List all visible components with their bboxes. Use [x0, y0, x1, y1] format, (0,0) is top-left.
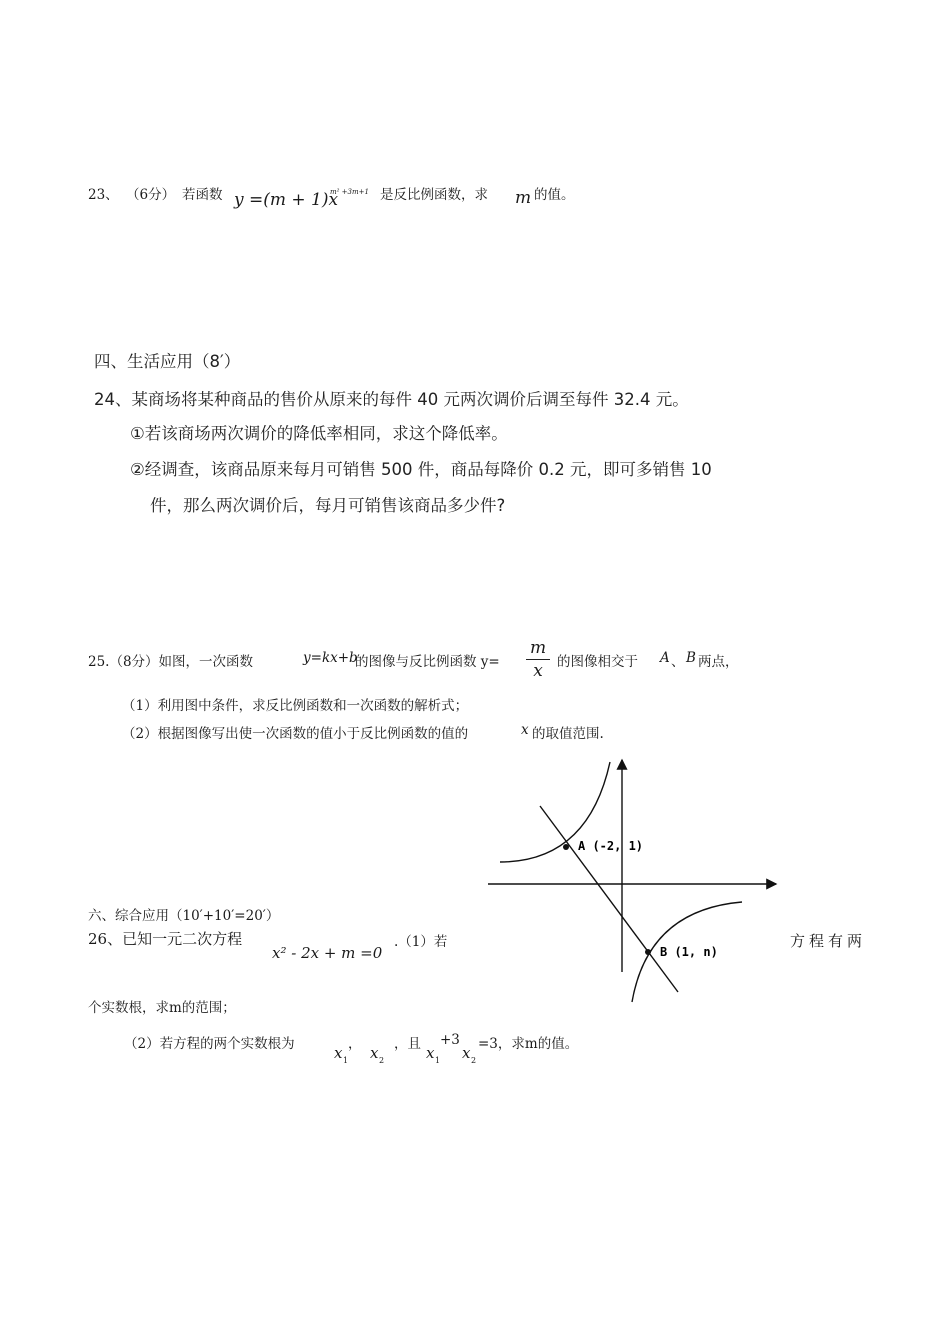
q23-mid: 是反比例函数，求	[380, 187, 488, 203]
q26-root-x1: x	[334, 1044, 343, 1062]
q26-cond-x2-subscript: 2	[471, 1056, 477, 1065]
section4-heading: 四、生活应用（8′）	[94, 352, 241, 371]
q23-number: 23、	[88, 187, 119, 203]
function-graph	[480, 750, 790, 1010]
q25-frac-denominator: x	[533, 661, 543, 681]
q26-line2: 个实数根，求m的范围；	[88, 1000, 236, 1016]
point-a-dot	[563, 844, 569, 850]
q26-and: ，且	[394, 1036, 421, 1052]
q23-tail: 的值。	[534, 187, 575, 203]
q25-mid: 的图像与反比例函数 y=	[355, 654, 500, 670]
q25-frac-bar	[526, 659, 550, 660]
q25-linear-func: y=kx+b	[303, 650, 358, 666]
q26-cond-x2: x	[462, 1044, 471, 1062]
q24-part1: ①若该商场两次调价的降低率相同，求这个降低率。	[130, 424, 508, 443]
q26-cond-x1: x	[426, 1044, 435, 1062]
point-b-dot	[645, 949, 651, 955]
point-a-label: A (-2, 1)	[578, 839, 644, 853]
q26-root-x2: x	[370, 1044, 379, 1062]
q26-comma: ，	[348, 1036, 362, 1052]
q26-equals: =3，求m的值。	[478, 1036, 579, 1052]
q25-lead: 25.（8分）如图，一次函数	[88, 654, 254, 670]
q23-lead: 若函数	[182, 187, 223, 203]
q25-end1: 的图像相交于	[557, 654, 638, 670]
q25-sep: 、	[671, 654, 685, 670]
q25-part2-end: 的取值范围.	[532, 726, 604, 742]
q26-part2-start: （2）若方程的两个实数根为	[124, 1036, 295, 1052]
q26-root-x2-subscript: 2	[379, 1056, 385, 1065]
q25-part1: （1）利用图中条件，求反比例函数和一次函数的解析式；	[122, 698, 469, 714]
q24-part2-line1: ②经调查，该商品原来每月可销售 500 件，商品每降价 0.2 元，即可多销售 10	[130, 460, 712, 479]
q25-end2: 两点，	[698, 654, 739, 670]
q24-line1: 24、某商场将某种商品的售价从原来的每件 40 元两次调价后调至每件 32.4 元。	[94, 390, 689, 409]
q25-point-a: A	[660, 650, 670, 666]
q26-lead: 26、已知一元二次方程	[88, 930, 243, 948]
q25-point-b: B	[686, 650, 696, 666]
q23-var: m	[515, 188, 532, 208]
q26-plus3: +3	[440, 1032, 460, 1048]
q23-points: （6分）	[126, 187, 176, 203]
q25-part2-start: （2）根据图像写出使一次函数的值小于反比例函数的值的	[122, 726, 469, 742]
q25-fraction	[526, 638, 550, 681]
q23-formula: y =(m + 1)x	[234, 190, 339, 210]
section6-heading: 六、综合应用（10′+10′=20′）	[88, 908, 280, 924]
q23-formula-exponent: m² +3m+1	[330, 188, 369, 196]
q26-equation: x² - 2x + m =0	[272, 944, 383, 962]
q25-frac-numerator: m	[529, 638, 547, 658]
q26-root-x1-subscript: 1	[343, 1056, 349, 1065]
q25-part2-var: x	[521, 722, 529, 738]
q26-right-text: 方程有两	[790, 932, 867, 950]
point-b-label: B (1, n)	[660, 945, 718, 959]
q26-cond-x1-subscript: 1	[435, 1056, 441, 1065]
linear-function-line	[540, 806, 678, 992]
q24-part2-line2: 件，那么两次调价后，每月可销售该商品多少件?	[150, 496, 506, 515]
q26-after-eq: .（1）若	[394, 934, 448, 950]
